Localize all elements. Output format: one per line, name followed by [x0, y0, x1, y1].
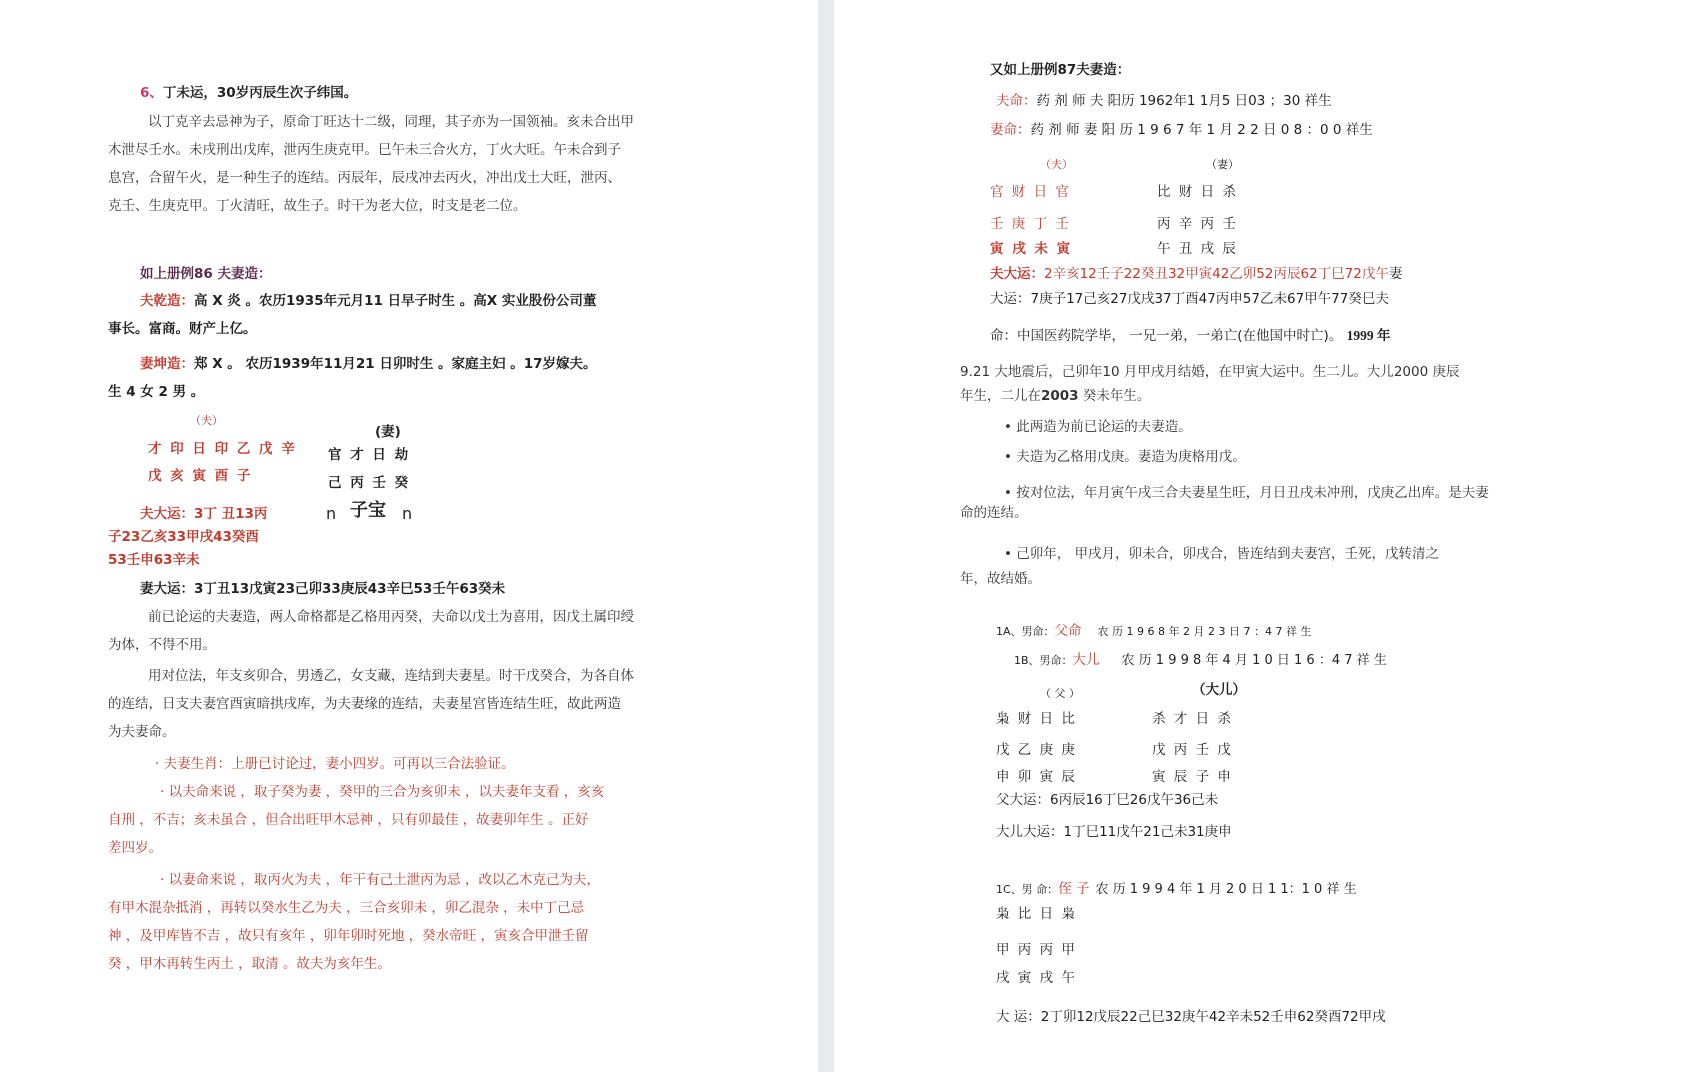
red-note: · 夫妻生肖：上册已讨论过，妻小四岁。可再以三合法验证。	[155, 756, 515, 772]
para1-line: 息宫，合留午火，是一种生子的连结。丙辰年，辰戌冲去丙火，冲出戊土大旺，泄丙、	[108, 170, 621, 186]
father-gods: 枭 财 日 比	[996, 711, 1077, 727]
para2-line: 为体，不得不用。	[108, 637, 216, 653]
father-tag: （ 父 ）	[1040, 687, 1080, 700]
nephew-luck: 大 运：2丁卯12戊辰22己巳32庚午42辛未52壬申62癸酉72甲戌	[996, 1009, 1386, 1025]
red-note: 差四岁。	[108, 840, 162, 856]
red-note: · 以妻命来说 ，取丙火为夫 ，年干有己土泄丙为忌 ，改以乙木克己为夫，	[160, 872, 600, 888]
bullet-note: • 此两造为前已论运的夫妻造。	[1004, 419, 1192, 435]
ming-line: 命：中国医药院学毕， 一兄一弟，一弟亡(在他国中时亡)。 1999 年	[990, 328, 1391, 344]
father-branches: 申 卯 寅 辰	[996, 769, 1077, 785]
bullet-note: 年，故结婚。	[960, 571, 1041, 587]
wife-luck: 大运：7庚子17己亥27戊戌37丁酉47丙申57乙未67甲午77癸巳夫	[990, 291, 1389, 307]
section-heading: 6、丁未运，30岁丙辰生次子纬国。	[140, 85, 358, 101]
red-note: 有甲木混杂抵消 ，再转以癸水生乙为夫 ，三合亥卯未 ，卯乙混杂 ，未中丁己忌	[108, 900, 585, 916]
chart-1b: 1B、男命：大儿 农 历 1 9 9 8 年 4 月 1 0 日 1 6 ：4 7 祥 生	[1014, 652, 1387, 668]
marriage-line: 年生，二儿在2003 癸未年生。	[960, 388, 1151, 404]
wife-tag: (妻)	[375, 424, 401, 440]
nephew-stems: 甲 丙 丙 甲	[996, 942, 1077, 958]
husband-luck-line: 子23乙亥33甲戌43癸酉	[108, 529, 259, 545]
para1-line: 以丁克辛去忌神为子，原命丁旺达十二级，同理，其子亦为一国领袖。亥未合出甲	[148, 114, 634, 130]
para3-line: 用对位法，年支亥卯合，男透乙，女支藏，连结到夫妻星。时干戊癸合，为各自体	[148, 668, 634, 684]
wife-stems: 丙 辛 丙 壬	[1157, 216, 1238, 232]
wife-line-2: 生 4 女 2 男 。	[108, 384, 205, 400]
red-note: · 以夫命来说 ，取子癸为妻 ，癸甲的三合为亥卯未 ，以夫妻年支看 ，亥亥	[160, 784, 605, 800]
bullet-note: • 夫造为乙格用戊庚。妻造为庚格用戊。	[1004, 449, 1246, 465]
father-luck: 父大运：6丙辰16丁巳26戊午36己未	[996, 792, 1219, 808]
example-title: 如上册例86 夫妻造：	[140, 266, 272, 282]
husband-branches: 寅 戌 未 寅	[990, 241, 1073, 257]
wife-chart-row-3: n	[402, 504, 413, 523]
marriage-line: 9.21 大地震后，己卯年10 月甲戌月结婚，在甲寅大运中。生二儿。大儿2000 庚辰	[960, 364, 1460, 380]
para1-line: 木泄尽壬水。未戌刑出戊库，泄丙生庚克甲。巳午未三合火方，丁火大旺。午未合到子	[108, 142, 621, 158]
nephew-branches: 戌 寅 戌 午	[996, 970, 1077, 986]
red-note: 神 ，及甲库皆不吉 ，故只有亥年 ，卯年卯时死地 ，癸水帝旺 ，寅亥合甲泄壬留	[108, 928, 589, 944]
husband-line: 夫乾造：高 X 炎 。农历1935年元月11 日早子时生 。高X 实业股份公司董	[140, 293, 597, 309]
wife-chart-row-3: 子宝	[350, 500, 386, 521]
husband-luck: 夫大运：2辛亥12壬子22癸丑32甲寅42乙卯52丙辰62丁巳72戊午妻	[990, 266, 1403, 282]
son-stems: 戊 丙 壬 戊	[1152, 742, 1233, 758]
husband-tag: （夫）	[190, 414, 223, 427]
wife-chart-row: 己 丙 壬 癸	[328, 475, 411, 491]
wife-line: 妻坤造：郑 X 。 农历1939年11月21 日卯时生 。家庭主妇 。17岁嫁夫。	[140, 356, 597, 372]
son-tag: （大儿）	[1192, 682, 1246, 698]
chart-1c: 1C、男 命：侄 子 农 历 1 9 9 4 年 1 月 2 0 日 1 1：1 0 祥 生	[996, 881, 1357, 897]
para1-line: 克壬、生庚克甲。丁火清旺，故生子。时干为老大位，时支是老二位。	[108, 198, 527, 214]
husband-gods: 官 财 日 官	[990, 184, 1071, 200]
son-branches: 寅 辰 子 申	[1152, 769, 1233, 785]
wife-chart-row-3: n	[326, 504, 337, 523]
husband-info: 夫命：药 剂 师 夫 阳历 1962年1 1月5 日03 ；30 祥生	[996, 93, 1332, 109]
husband-chart-row: 戊 亥 寅 酉 子	[148, 468, 253, 484]
wife-info: 妻命：药 剂 师 妻 阳 历 1 9 6 7 年 1 月 2 2 日 0 8 ：0 0 祥生	[990, 122, 1373, 138]
red-note: 癸 ，甲木再转生丙土 ，取清 。故夫为亥年生。	[108, 956, 391, 972]
para3-line: 为夫妻命。	[108, 724, 176, 740]
husband-tag: （夫）	[1040, 158, 1073, 171]
husband-line-2: 事长。富商。财产上亿。	[108, 321, 257, 337]
wife-gods: 比 财 日 杀	[1157, 184, 1238, 200]
wife-tag: （妻）	[1206, 158, 1239, 171]
bullet-note: 命的连结。	[960, 505, 1028, 521]
right-page	[834, 0, 1683, 1072]
husband-luck-line: 夫大运：3丁 丑13丙	[140, 506, 268, 522]
wife-luck: 妻大运：3丁丑13戊寅23己卯33庚辰43辛巳53壬午63癸未	[140, 581, 506, 597]
husband-chart-row: 才 印 日 印 乙 戊 辛	[148, 441, 297, 457]
son-gods: 杀 才 日 杀	[1152, 711, 1233, 727]
husband-luck-line: 53壬申63辛未	[108, 552, 200, 568]
son-luck: 大儿大运：1丁巳11戊午21己未31庚申	[996, 824, 1232, 840]
wife-chart-row: 官 才 日 劫	[328, 447, 411, 463]
father-stems: 戊 乙 庚 庚	[996, 742, 1077, 758]
left-page	[0, 0, 818, 1072]
nephew-gods: 枭 比 日 枭	[996, 906, 1077, 922]
husband-stems: 壬 庚 丁 壬	[990, 216, 1071, 232]
bullet-note: • 按对位法，年月寅午戌三合夫妻星生旺，月日丑戌未冲刑，戊庚乙出库。是夫妻	[1004, 485, 1489, 501]
para2-line: 前已论运的夫妻造，两人命格都是乙格用丙癸，夫命以戊土为喜用，因戊土属印绶	[148, 609, 634, 625]
red-note: 自刑 ，不吉；亥未虽合 ，但合出旺甲木忌神 ，只有卯最佳 ，故妻卯年生 。正好	[108, 812, 589, 828]
example-title: 又如上册例87夫妻造：	[990, 62, 1131, 78]
para3-line: 的连结，日支夫妻宫酉寅暗拱戌库，为夫妻缘的连结，夫妻星宫皆连结生旺，故此两造	[108, 696, 621, 712]
bullet-note: • 己卯年， 甲戌月，卯未合，卯戌合，皆连结到夫妻宫，壬死，戊转清之	[1004, 546, 1440, 562]
wife-branches: 午 丑 戌 辰	[1157, 241, 1238, 257]
chart-1a: 1A、男命：父命 农 历 1 9 6 8 年 2 月 2 3 日 7 ：4 7 祥 生	[996, 623, 1312, 639]
